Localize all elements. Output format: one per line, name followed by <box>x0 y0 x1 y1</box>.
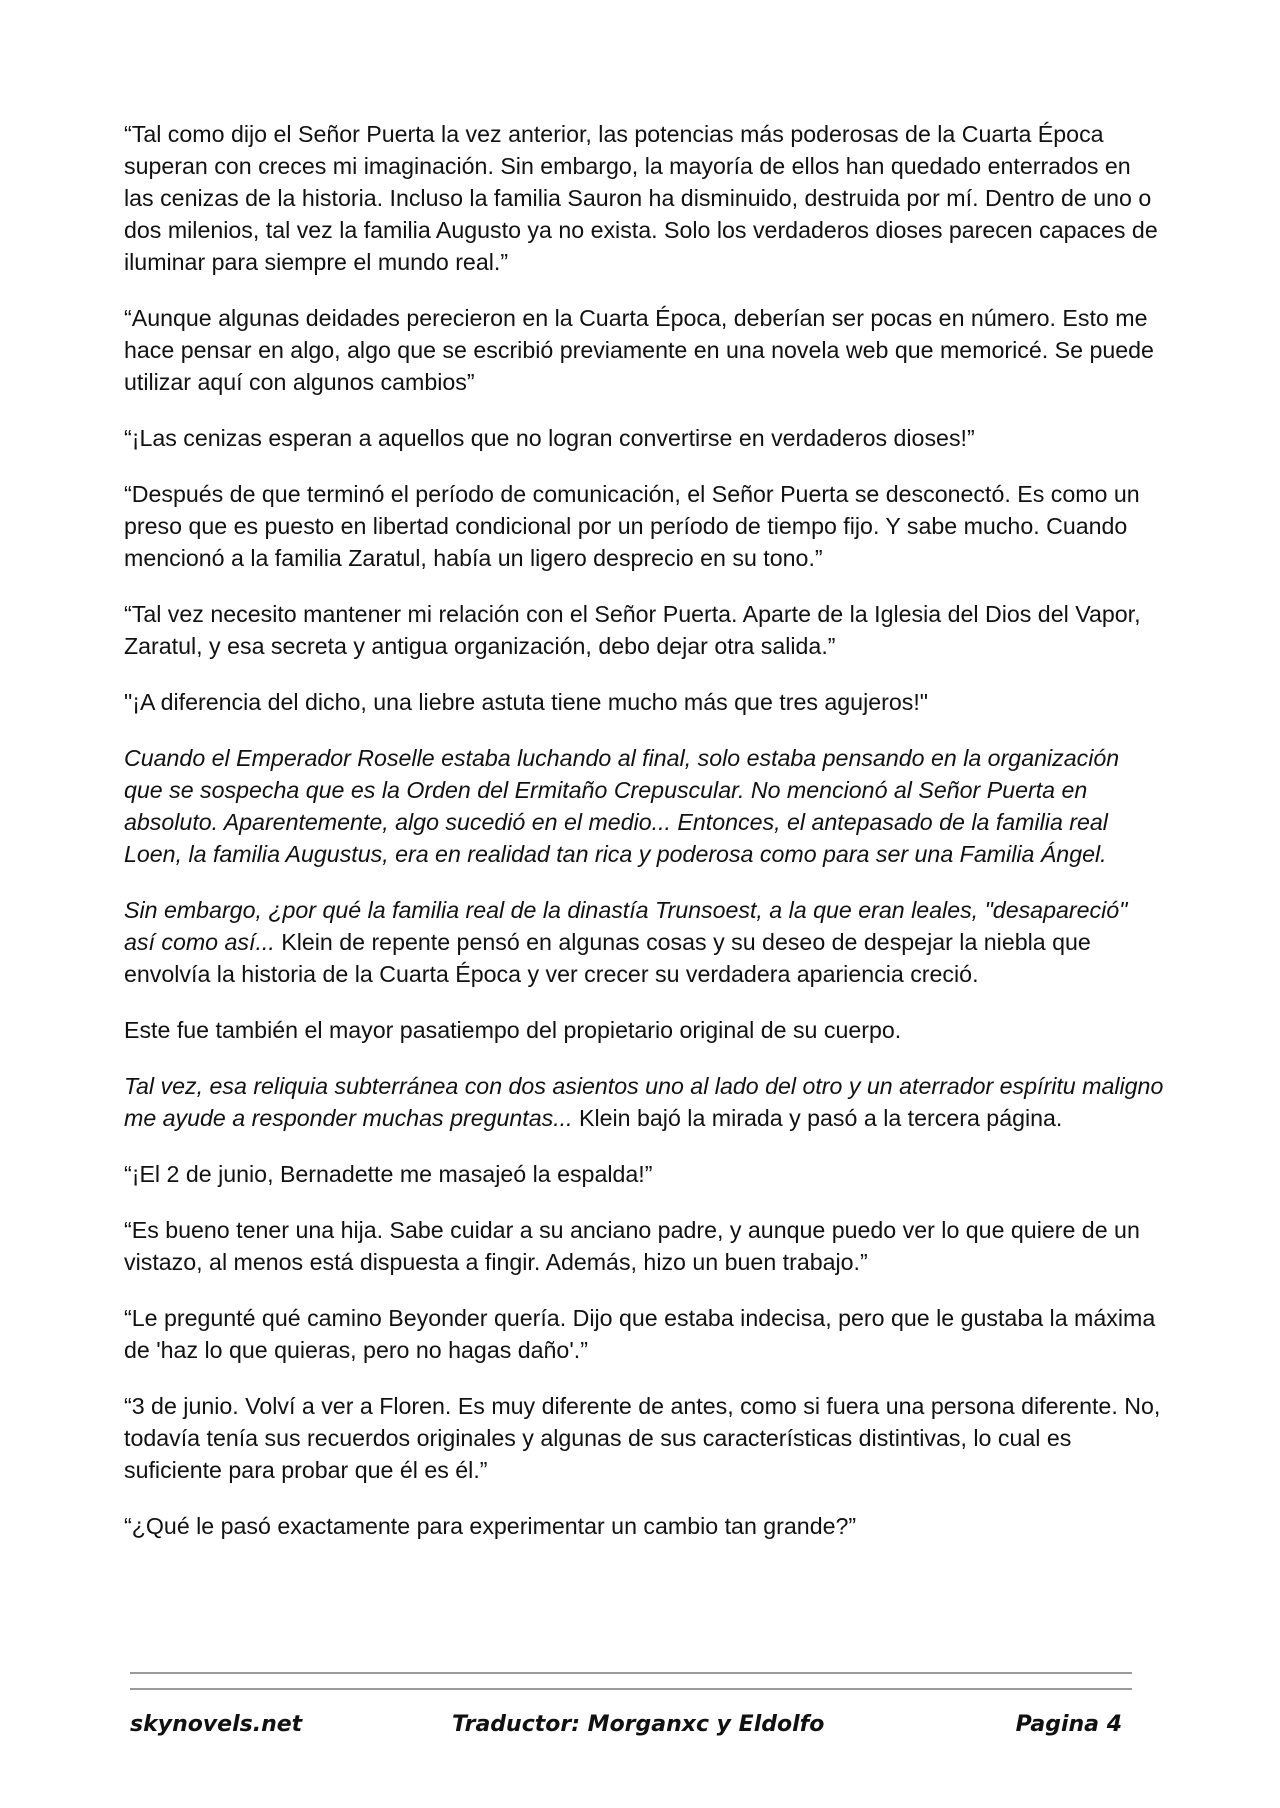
paragraph <box>124 1510 1164 1542</box>
paragraph <box>124 1158 1164 1190</box>
paragraph <box>124 686 1164 718</box>
paragraph <box>124 894 1164 990</box>
paragraph-italic-text: Cuando el Emperador Roselle estaba luchando al final, solo estaba pensando en la organización que se sospecha que es la Orden del Ermitaño Crepuscular. No mencionó al Señor Puerta en absoluto. Aparentemente, algo sucedió en el medio... Entonces, el antepasado de la familia real Loen, la familia Augustus, era en realidad tan rica y poderosa como para ser una Familia Ángel. <box>124 745 1120 867</box>
paragraph-italic-text: Tal vez, esa reliquia subterránea con dos asientos uno al lado del otro y un aterrador espíritu maligno me ayude a responder muchas preguntas... <box>124 1073 1164 1131</box>
paragraph-text: Klein bajó la mirada y pasó a la tercera página. <box>572 1105 1063 1131</box>
footer-divider <box>130 1688 1132 1690</box>
paragraph <box>124 478 1164 574</box>
paragraph <box>124 1390 1164 1486</box>
paragraph <box>124 118 1164 278</box>
paragraph-italic-text: Sin embargo, ¿por qué la familia real de la dinastía Trunsoest, a la que eran leales, "desapareció" así como así... <box>124 897 1128 955</box>
paragraph <box>124 742 1164 870</box>
paragraph <box>124 598 1164 662</box>
footer-translator-credit: Traductor: Morganxc y Eldolfo <box>452 1712 825 1737</box>
paragraph-text: “¡El 2 de junio, Bernadette me masajeó la espalda!” <box>124 1161 653 1187</box>
paragraph-text: “Tal vez necesito mantener mi relación con el Señor Puerta. Aparte de la Iglesia del Dios del Vapor, Zaratul, y esa secreta y antigua organización, debo dejar otra salida.” <box>124 601 1141 659</box>
paragraph-text: “Es bueno tener una hija. Sabe cuidar a su anciano padre, y aunque puedo ver lo que quiere de un vistazo, al menos está dispuesta a fingir. Además, hizo un buen trabajo.” <box>124 1217 1140 1275</box>
paragraph-text: “Tal como dijo el Señor Puerta la vez anterior, las potencias más poderosas de la Cuarta Época superan con creces mi imaginación. Sin embargo, la mayoría de ellos han quedado enterrados en las cenizas de la historia. Incluso la familia Sauron ha disminuido, destruida por mí. Dentro de uno o dos milenios, tal vez la familia Augusto ya no exista. Solo los verdaderos dioses parecen capaces de iluminar para siempre el mundo real.” <box>124 121 1158 275</box>
paragraph <box>124 1070 1164 1134</box>
paragraph-text: “Después de que terminó el período de comunicación, el Señor Puerta se desconectó. Es como un preso que es puesto en libertad condicional por un período de tiempo fijo. Y sabe mucho. Cuando mencionó a la familia Zaratul, había un ligero desprecio en su tono.” <box>124 481 1140 571</box>
paragraph <box>124 1302 1164 1366</box>
footer-divider <box>130 1672 1132 1674</box>
footer-site-name: skynovels.net <box>130 1712 303 1737</box>
paragraph <box>124 1014 1164 1046</box>
paragraph-text: “Aunque algunas deidades perecieron en la Cuarta Época, deberían ser pocas en número. Esto me hace pensar en algo, algo que se escribió previamente en una novela web que memoricé. Se puede utilizar aquí con algunos cambios” <box>124 305 1154 395</box>
paragraph <box>124 422 1164 454</box>
paragraph-text: “¡Las cenizas esperan a aquellos que no logran convertirse en verdaderos dioses!” <box>124 425 975 451</box>
paragraph <box>124 302 1164 398</box>
page-footer <box>130 1712 1132 1748</box>
paragraph <box>124 1214 1164 1278</box>
paragraph-text: “3 de junio. Volví a ver a Floren. Es muy diferente de antes, como si fuera una persona diferente. No, todavía tenía sus recuerdos originales y algunas de sus características distintivas, lo cual es suficiente para probar que él es él.” <box>124 1393 1161 1483</box>
page-body <box>124 118 1164 1566</box>
paragraph-text: Klein de repente pensó en algunas cosas y su deseo de despejar la niebla que envolvía la historia de la Cuarta Época y ver crecer su verdadera apariencia creció. <box>124 929 1091 987</box>
paragraph-text: "¡A diferencia del dicho, una liebre astuta tiene mucho más que tres agujeros!" <box>124 689 929 715</box>
paragraph-text: “Le pregunté qué camino Beyonder quería. Dijo que estaba indecisa, pero que le gustaba la máxima de 'haz lo que quieras, pero no hagas daño'.” <box>124 1305 1156 1363</box>
paragraph-text: Este fue también el mayor pasatiempo del propietario original de su cuerpo. <box>124 1017 902 1043</box>
footer-page-number: Pagina 4 <box>1015 1712 1122 1737</box>
paragraph-text: “¿Qué le pasó exactamente para experimentar un cambio tan grande?” <box>124 1513 857 1539</box>
